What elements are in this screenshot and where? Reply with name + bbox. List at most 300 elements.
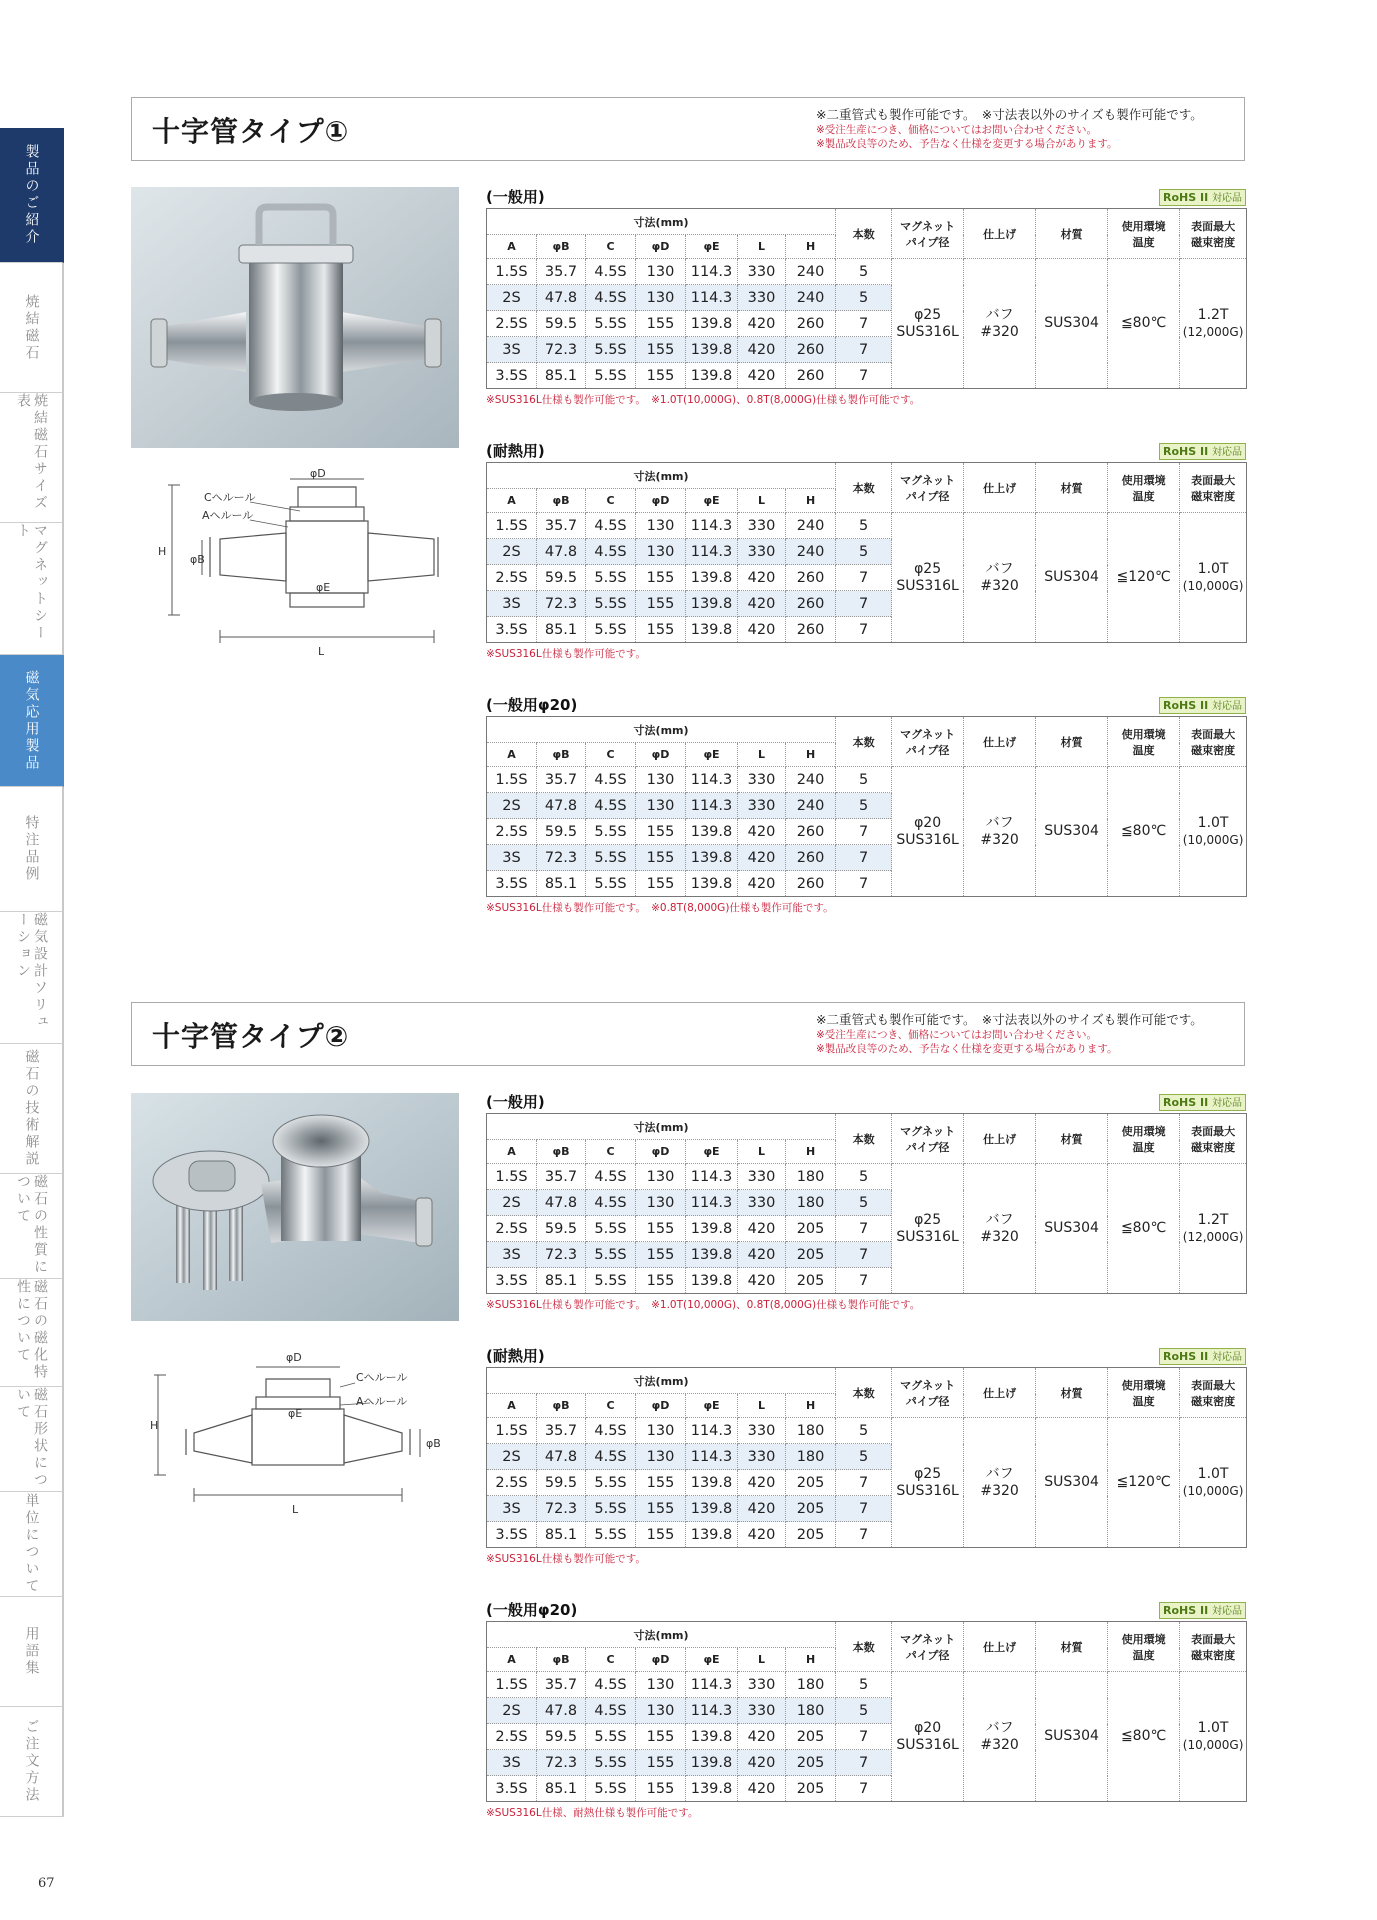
cell-count: 7	[836, 565, 892, 591]
cell-L: 330	[738, 259, 786, 285]
table-label: (耐熱用)	[486, 1347, 545, 1365]
table-note: ※SUS316L仕様、耐熱仕様も製作可能です。	[486, 1807, 699, 1819]
cell-A: 1.5S	[487, 1672, 537, 1698]
label-phiD: φD	[286, 1351, 302, 1364]
cell-E: 139.8	[686, 337, 738, 363]
cell-L: 420	[738, 1216, 786, 1242]
header-dims: 寸法(mm)	[487, 463, 836, 489]
cell-E: 139.8	[686, 1776, 738, 1802]
cell-L: 420	[738, 617, 786, 643]
cell-D: 155	[636, 819, 686, 845]
cell-L: 330	[738, 539, 786, 565]
cell-C: 5.5S	[586, 1470, 636, 1496]
side-tab-label: 焼結磁石サイズ表	[15, 393, 48, 512]
cell-temp: ≦120℃	[1108, 1418, 1180, 1548]
cell-L: 420	[738, 1522, 786, 1548]
cell-count: 5	[836, 1190, 892, 1216]
cell-D: 155	[636, 337, 686, 363]
cell-L: 330	[738, 767, 786, 793]
header-pipe: マグネット パイプ径	[892, 1622, 964, 1672]
cell-L: 420	[738, 363, 786, 389]
cell-H: 205	[786, 1496, 836, 1522]
spec-table-block	[486, 1345, 1246, 1566]
table-label: (耐熱用)	[486, 442, 545, 460]
cell-count: 7	[836, 1724, 892, 1750]
header-B: φB	[537, 1140, 586, 1164]
section-title: 十字管タイプ①	[152, 115, 350, 148]
rohs-badge: RoHS II 対応品	[1159, 189, 1246, 206]
cell-C: 5.5S	[586, 1522, 636, 1548]
cell-C: 5.5S	[586, 871, 636, 897]
cell-H: 205	[786, 1216, 836, 1242]
cell-finish: バフ #320	[964, 259, 1036, 389]
cell-pipe: φ20 SUS316L	[892, 767, 964, 897]
cell-A: 2.5S	[487, 819, 537, 845]
side-tab[interactable]	[0, 523, 64, 655]
cell-count: 7	[836, 1522, 892, 1548]
label-phiB: φB	[426, 1437, 441, 1450]
side-tab-label: マグネットシート	[15, 523, 48, 642]
header-E: φE	[686, 1140, 738, 1164]
cell-C: 5.5S	[586, 617, 636, 643]
cell-B: 47.8	[537, 285, 586, 311]
cell-finish: バフ #320	[964, 767, 1036, 897]
cell-D: 155	[636, 1268, 686, 1294]
header-A: A	[487, 235, 537, 259]
cell-count: 7	[836, 871, 892, 897]
cell-D: 130	[636, 1672, 686, 1698]
cell-D: 155	[636, 617, 686, 643]
cell-D: 130	[636, 1418, 686, 1444]
rohs-badge: RoHS II 対応品	[1159, 443, 1246, 460]
header-material: 材質	[1036, 1368, 1108, 1418]
cell-D: 130	[636, 1164, 686, 1190]
cell-L: 330	[738, 1418, 786, 1444]
cell-C: 5.5S	[586, 1496, 636, 1522]
section-notes	[816, 106, 1203, 151]
header-B: φB	[537, 743, 586, 767]
header-E: φE	[686, 1394, 738, 1418]
cell-H: 240	[786, 767, 836, 793]
side-tab[interactable]	[0, 912, 64, 1044]
header-H: H	[786, 489, 836, 513]
cell-D: 155	[636, 1216, 686, 1242]
label-phiD: φD	[310, 467, 326, 480]
cell-count: 7	[836, 591, 892, 617]
cell-A: 2S	[487, 1698, 537, 1724]
note-red: ※受注生産につき、価格についてはお問い合わせください。	[816, 1029, 1097, 1041]
header-count: 本数	[836, 209, 892, 259]
label-phiB: φB	[190, 553, 205, 566]
label-L: L	[292, 1503, 299, 1516]
cell-D: 155	[636, 1724, 686, 1750]
cell-A: 1.5S	[487, 767, 537, 793]
side-tab[interactable]	[0, 1044, 64, 1174]
header-flux: 表面最大 磁束密度	[1180, 209, 1247, 259]
cell-A: 2.5S	[487, 565, 537, 591]
cell-H: 240	[786, 513, 836, 539]
label-c-ferrule: Cヘルール	[356, 1371, 408, 1384]
cell-A: 3.5S	[487, 1776, 537, 1802]
cell-C: 5.5S	[586, 1242, 636, 1268]
cell-L: 330	[738, 513, 786, 539]
cell-B: 35.7	[537, 1672, 586, 1698]
header-pipe: マグネット パイプ径	[892, 1114, 964, 1164]
side-tab-label: 磁石の技術解説	[23, 1049, 40, 1168]
section-title: 十字管タイプ②	[152, 1020, 350, 1053]
cell-A: 3.5S	[487, 1268, 537, 1294]
cell-C: 4.5S	[586, 1164, 636, 1190]
header-pipe: マグネット パイプ径	[892, 463, 964, 513]
cell-H: 180	[786, 1190, 836, 1216]
header-flux: 表面最大 磁束密度	[1180, 1114, 1247, 1164]
cell-E: 114.3	[686, 1418, 738, 1444]
section-notes	[816, 1011, 1203, 1056]
cell-C: 5.5S	[586, 311, 636, 337]
header-L: L	[738, 489, 786, 513]
header-finish: 仕上げ	[964, 717, 1036, 767]
cell-B: 72.3	[537, 1242, 586, 1268]
header-temp: 使用環境 温度	[1108, 1368, 1180, 1418]
cell-C: 5.5S	[586, 1724, 636, 1750]
cell-E: 114.3	[686, 539, 738, 565]
cell-A: 2S	[487, 285, 537, 311]
cell-E: 139.8	[686, 845, 738, 871]
cell-D: 155	[636, 1522, 686, 1548]
cell-A: 2.5S	[487, 1724, 537, 1750]
cell-count: 5	[836, 259, 892, 285]
cell-D: 130	[636, 539, 686, 565]
header-A: A	[487, 743, 537, 767]
note-red: ※受注生産につき、価格についてはお問い合わせください。	[816, 124, 1097, 136]
cell-L: 420	[738, 1470, 786, 1496]
header-material: 材質	[1036, 209, 1108, 259]
cell-L: 420	[738, 1724, 786, 1750]
side-tab[interactable]	[0, 1492, 64, 1597]
cell-A: 3S	[487, 845, 537, 871]
cell-temp: ≦80℃	[1108, 259, 1180, 389]
side-tab-label: 磁気設計ソリューション	[15, 912, 48, 1031]
cell-count: 5	[836, 1418, 892, 1444]
cell-H: 205	[786, 1724, 836, 1750]
cell-B: 35.7	[537, 1164, 586, 1190]
label-phiE: φE	[288, 1407, 303, 1420]
cell-material: SUS304	[1036, 1672, 1108, 1802]
side-tab[interactable]	[0, 263, 64, 393]
cell-B: 72.3	[537, 1496, 586, 1522]
cell-C: 5.5S	[586, 337, 636, 363]
side-tab[interactable]	[0, 1597, 64, 1707]
table-row	[487, 767, 1247, 793]
header-B: φB	[537, 235, 586, 259]
header-L: L	[738, 1648, 786, 1672]
cell-D: 130	[636, 793, 686, 819]
header-temp: 使用環境 温度	[1108, 209, 1180, 259]
cell-E: 139.8	[686, 363, 738, 389]
cell-C: 5.5S	[586, 1750, 636, 1776]
header-E: φE	[686, 743, 738, 767]
header-B: φB	[537, 1648, 586, 1672]
cell-A: 2.5S	[487, 1470, 537, 1496]
side-tab[interactable]	[0, 1387, 64, 1492]
cell-B: 35.7	[537, 259, 586, 285]
dimension-diagram-1	[150, 465, 450, 665]
header-temp: 使用環境 温度	[1108, 1622, 1180, 1672]
cell-B: 59.5	[537, 1470, 586, 1496]
cell-B: 85.1	[537, 363, 586, 389]
header-E: φE	[686, 235, 738, 259]
header-count: 本数	[836, 1622, 892, 1672]
cell-A: 3.5S	[487, 1522, 537, 1548]
cell-E: 114.3	[686, 1190, 738, 1216]
cell-E: 114.3	[686, 1672, 738, 1698]
cell-count: 7	[836, 1496, 892, 1522]
rohs-badge: RoHS II 対応品	[1159, 1602, 1246, 1619]
header-flux: 表面最大 磁束密度	[1180, 717, 1247, 767]
cell-E: 114.3	[686, 1698, 738, 1724]
cell-A: 2.5S	[487, 311, 537, 337]
cell-count: 7	[836, 1750, 892, 1776]
cell-A: 3.5S	[487, 871, 537, 897]
table-label: (一般用φ20)	[486, 1601, 578, 1619]
cell-E: 139.8	[686, 311, 738, 337]
cell-L: 420	[738, 1776, 786, 1802]
cell-material: SUS304	[1036, 513, 1108, 643]
header-A: A	[487, 1394, 537, 1418]
cell-H: 240	[786, 285, 836, 311]
cell-D: 130	[636, 1698, 686, 1724]
cell-count: 5	[836, 1164, 892, 1190]
header-C: C	[586, 489, 636, 513]
cell-H: 205	[786, 1268, 836, 1294]
cell-material: SUS304	[1036, 259, 1108, 389]
header-C: C	[586, 1140, 636, 1164]
note-main: ※二重管式も製作可能です。 ※寸法表以外のサイズも製作可能です。	[816, 1012, 1203, 1027]
cell-C: 5.5S	[586, 819, 636, 845]
header-temp: 使用環境 温度	[1108, 717, 1180, 767]
cell-temp: ≦120℃	[1108, 513, 1180, 643]
cell-L: 330	[738, 1698, 786, 1724]
cell-flux: 1.0T (10,000G)	[1180, 1672, 1247, 1802]
side-tab[interactable]	[0, 1174, 64, 1279]
cell-flux: 1.2T (12,000G)	[1180, 1164, 1247, 1294]
cell-B: 35.7	[537, 767, 586, 793]
cell-flux: 1.0T (10,000G)	[1180, 513, 1247, 643]
cell-L: 420	[738, 591, 786, 617]
cell-H: 205	[786, 1242, 836, 1268]
cell-A: 3S	[487, 337, 537, 363]
product-photo-1	[131, 187, 459, 448]
cell-pipe: φ25 SUS316L	[892, 1418, 964, 1548]
header-finish: 仕上げ	[964, 209, 1036, 259]
cell-B: 85.1	[537, 1522, 586, 1548]
cell-E: 139.8	[686, 617, 738, 643]
spec-table-block	[486, 1091, 1246, 1312]
cell-C: 4.5S	[586, 539, 636, 565]
cell-H: 205	[786, 1776, 836, 1802]
header-A: A	[487, 1140, 537, 1164]
cell-count: 5	[836, 285, 892, 311]
cell-flux: 1.0T (10,000G)	[1180, 1418, 1247, 1548]
cell-H: 180	[786, 1698, 836, 1724]
cell-E: 139.8	[686, 1496, 738, 1522]
cell-D: 155	[636, 1470, 686, 1496]
cell-L: 330	[738, 1672, 786, 1698]
label-phiE: φE	[316, 581, 331, 594]
cell-B: 85.1	[537, 1776, 586, 1802]
header-C: C	[586, 235, 636, 259]
cell-A: 3.5S	[487, 617, 537, 643]
cell-B: 47.8	[537, 793, 586, 819]
side-tab[interactable]	[0, 787, 64, 912]
cell-L: 420	[738, 845, 786, 871]
page-number: 67	[38, 1876, 55, 1891]
header-flux: 表面最大 磁束密度	[1180, 1368, 1247, 1418]
table-label: (一般用)	[486, 1093, 545, 1111]
side-tab-label: 特注品例	[23, 815, 40, 883]
cell-C: 5.5S	[586, 1776, 636, 1802]
cell-temp: ≦80℃	[1108, 767, 1180, 897]
header-L: L	[738, 235, 786, 259]
label-H: H	[158, 545, 167, 558]
header-flux: 表面最大 磁束密度	[1180, 1622, 1247, 1672]
cell-L: 420	[738, 311, 786, 337]
cell-C: 4.5S	[586, 1444, 636, 1470]
cell-L: 420	[738, 1496, 786, 1522]
cell-H: 260	[786, 565, 836, 591]
spec-table	[486, 1113, 1247, 1294]
label-L: L	[318, 645, 325, 658]
cell-D: 155	[636, 1242, 686, 1268]
table-row	[487, 1164, 1247, 1190]
header-D: φD	[636, 1648, 686, 1672]
cell-count: 7	[836, 1776, 892, 1802]
cell-H: 260	[786, 363, 836, 389]
header-count: 本数	[836, 463, 892, 513]
header-material: 材質	[1036, 463, 1108, 513]
cell-A: 3S	[487, 1750, 537, 1776]
cell-L: 420	[738, 819, 786, 845]
cell-pipe: φ25 SUS316L	[892, 513, 964, 643]
cell-B: 85.1	[537, 871, 586, 897]
cell-A: 2S	[487, 539, 537, 565]
side-tab[interactable]	[0, 655, 64, 787]
cell-L: 330	[738, 1164, 786, 1190]
header-D: φD	[636, 1394, 686, 1418]
header-C: C	[586, 1394, 636, 1418]
header-B: φB	[537, 489, 586, 513]
cell-H: 205	[786, 1470, 836, 1496]
cell-D: 155	[636, 845, 686, 871]
cell-H: 180	[786, 1672, 836, 1698]
label-c-ferrule: Cヘルール	[204, 491, 256, 504]
cell-E: 114.3	[686, 259, 738, 285]
cell-H: 260	[786, 617, 836, 643]
table-label: (一般用φ20)	[486, 696, 578, 714]
cell-count: 7	[836, 617, 892, 643]
cell-H: 260	[786, 845, 836, 871]
header-B: φB	[537, 1394, 586, 1418]
cell-H: 260	[786, 871, 836, 897]
cell-A: 1.5S	[487, 259, 537, 285]
side-tab-label: 磁石の磁化特性について	[15, 1279, 48, 1381]
cell-D: 155	[636, 1776, 686, 1802]
rohs-badge: RoHS II 対応品	[1159, 1094, 1246, 1111]
label-a-ferrule: Aヘルール	[356, 1395, 408, 1408]
header-count: 本数	[836, 1368, 892, 1418]
section-header-1	[131, 97, 1245, 161]
side-tab[interactable]	[0, 128, 64, 263]
section-header-2	[131, 1002, 1245, 1066]
cell-H: 180	[786, 1164, 836, 1190]
spec-table-block	[486, 1599, 1246, 1820]
cell-C: 5.5S	[586, 1216, 636, 1242]
cell-H: 240	[786, 259, 836, 285]
cell-L: 420	[738, 1750, 786, 1776]
cell-flux: 1.0T (10,000G)	[1180, 767, 1247, 897]
header-finish: 仕上げ	[964, 1368, 1036, 1418]
cell-material: SUS304	[1036, 1418, 1108, 1548]
spec-table-block	[486, 186, 1246, 407]
cell-pipe: φ25 SUS316L	[892, 1164, 964, 1294]
cell-temp: ≦80℃	[1108, 1672, 1180, 1802]
header-E: φE	[686, 1648, 738, 1672]
header-finish: 仕上げ	[964, 1622, 1036, 1672]
cell-E: 139.8	[686, 1242, 738, 1268]
header-pipe: マグネット パイプ径	[892, 1368, 964, 1418]
cell-A: 2S	[487, 793, 537, 819]
note-main: ※二重管式も製作可能です。 ※寸法表以外のサイズも製作可能です。	[816, 107, 1203, 122]
header-D: φD	[636, 1140, 686, 1164]
side-tab[interactable]	[0, 1279, 64, 1387]
header-count: 本数	[836, 717, 892, 767]
header-dims: 寸法(mm)	[487, 209, 836, 235]
cell-B: 72.3	[537, 1750, 586, 1776]
cell-A: 3S	[487, 1242, 537, 1268]
cell-H: 260	[786, 337, 836, 363]
cell-E: 139.8	[686, 1724, 738, 1750]
label-a-ferrule: Aヘルール	[202, 509, 254, 522]
cell-D: 155	[636, 311, 686, 337]
cell-finish: バフ #320	[964, 1672, 1036, 1802]
label-H: H	[150, 1419, 159, 1432]
cell-count: 5	[836, 767, 892, 793]
cell-D: 130	[636, 1190, 686, 1216]
header-L: L	[738, 743, 786, 767]
cell-count: 7	[836, 337, 892, 363]
cell-count: 5	[836, 793, 892, 819]
cell-count: 7	[836, 1242, 892, 1268]
side-tab[interactable]	[0, 1707, 64, 1817]
cell-C: 4.5S	[586, 793, 636, 819]
cell-material: SUS304	[1036, 767, 1108, 897]
side-tab-label: 単位について	[23, 1493, 40, 1595]
dimension-diagram-2	[150, 1345, 450, 1525]
side-tab-label: 磁石形状について	[15, 1387, 48, 1489]
cell-E: 114.3	[686, 767, 738, 793]
cell-B: 59.5	[537, 311, 586, 337]
cell-C: 5.5S	[586, 1268, 636, 1294]
cell-D: 130	[636, 285, 686, 311]
cell-C: 5.5S	[586, 845, 636, 871]
cell-D: 155	[636, 565, 686, 591]
cell-B: 47.8	[537, 1698, 586, 1724]
cell-count: 7	[836, 1216, 892, 1242]
header-temp: 使用環境 温度	[1108, 1114, 1180, 1164]
side-tab[interactable]	[0, 393, 64, 523]
cell-B: 72.3	[537, 845, 586, 871]
cell-C: 4.5S	[586, 285, 636, 311]
